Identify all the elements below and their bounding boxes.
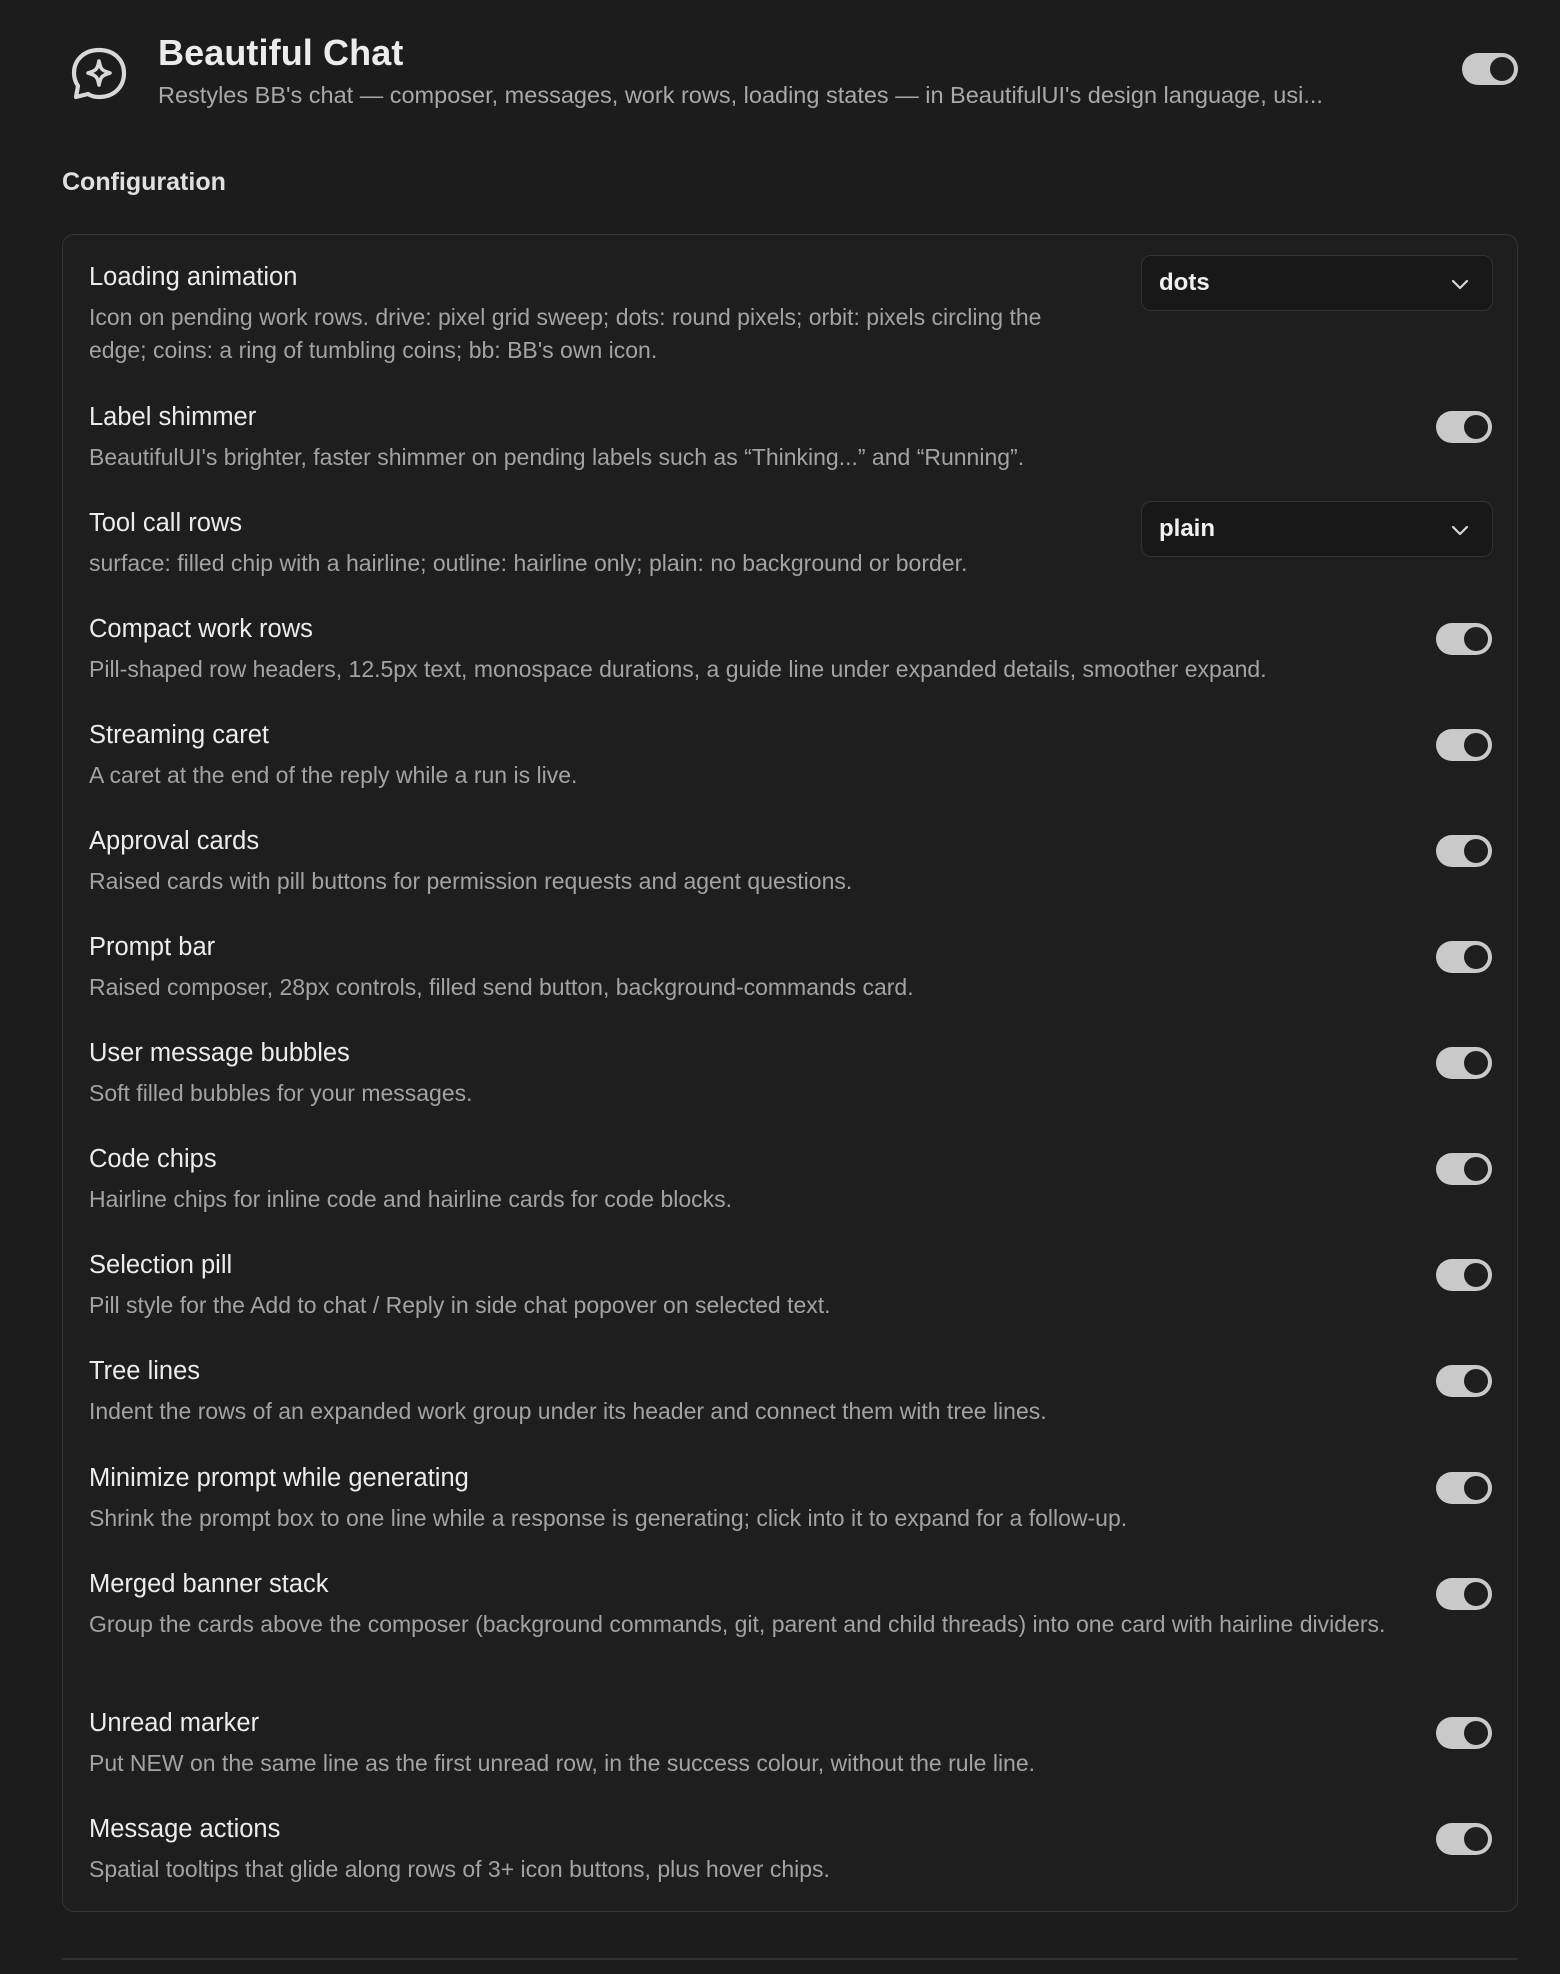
setting-description: Indent the rows of an expanded work group under its header and connect them with tree lines. bbox=[89, 1398, 1047, 1424]
toggle-knob bbox=[1464, 1476, 1488, 1500]
setting-description: Hairline chips for inline code and hairline cards for code blocks. bbox=[89, 1186, 733, 1212]
setting-label: Unread marker bbox=[89, 1709, 260, 1737]
extension-description: Restyles BB's chat — composer, messages, work rows, loading states — in BeautifulUI's design language, usi... bbox=[158, 82, 1323, 108]
setting-description: Pill-shaped row headers, 12.5px text, monospace durations, a guide line under expanded details, smoother expand. bbox=[89, 656, 1267, 682]
setting-description: Icon on pending work rows. drive: pixel grid sweep; dots: round pixels; orbit: pixels circling the edge; coins: a ring of tumbling coins; bb: BB's own icon. bbox=[89, 304, 1042, 363]
select-value: plain bbox=[1159, 515, 1216, 542]
extension-header bbox=[62, 30, 1519, 120]
extension-title: Beautiful Chat bbox=[158, 32, 404, 73]
toggle-knob bbox=[1464, 1051, 1488, 1075]
toggle-knob bbox=[1464, 1157, 1488, 1181]
toggle-knob bbox=[1464, 733, 1488, 757]
setting-description: Pill style for the Add to chat / Reply in side chat popover on selected text. bbox=[89, 1292, 831, 1318]
configuration-card bbox=[62, 234, 1518, 1912]
unread-marker-toggle[interactable] bbox=[1436, 1717, 1492, 1749]
setting-label: Approval cards bbox=[89, 827, 260, 855]
tool-call-rows-select[interactable] bbox=[1141, 501, 1493, 557]
prompt-bar-toggle[interactable] bbox=[1436, 941, 1492, 973]
minimize-prompt-toggle[interactable] bbox=[1436, 1472, 1492, 1504]
compact-work-rows-toggle[interactable] bbox=[1436, 623, 1492, 655]
toggle-knob bbox=[1464, 1827, 1488, 1851]
tree-lines-toggle[interactable] bbox=[1436, 1365, 1492, 1397]
chevron-down-icon bbox=[1450, 520, 1470, 540]
setting-description: Put NEW on the same line as the first unread row, in the success colour, without the rule line. bbox=[89, 1750, 1036, 1776]
setting-description: Soft filled bubbles for your messages. bbox=[89, 1080, 473, 1106]
setting-description: Group the cards above the composer (background commands, git, parent and child threads) into one card with hairline dividers. bbox=[89, 1611, 1386, 1637]
setting-label: Code chips bbox=[89, 1145, 217, 1173]
extension-enable-toggle[interactable] bbox=[1462, 53, 1518, 85]
setting-label: Loading animation bbox=[89, 263, 298, 291]
toggle-knob bbox=[1464, 627, 1488, 651]
setting-label: Tree lines bbox=[89, 1357, 201, 1385]
message-actions-toggle[interactable] bbox=[1436, 1823, 1492, 1855]
setting-description: Spatial tooltips that glide along rows of 3+ icon buttons, plus hover chips. bbox=[89, 1856, 830, 1882]
toggle-knob bbox=[1464, 839, 1488, 863]
user-message-bubbles-toggle[interactable] bbox=[1436, 1047, 1492, 1079]
setting-label: Merged banner stack bbox=[89, 1570, 329, 1598]
streaming-caret-toggle[interactable] bbox=[1436, 729, 1492, 761]
setting-label: Message actions bbox=[89, 1815, 281, 1843]
setting-label: Minimize prompt while generating bbox=[89, 1464, 469, 1492]
setting-label: User message bubbles bbox=[89, 1039, 350, 1067]
setting-description: BeautifulUI's brighter, faster shimmer on pending labels such as “Thinking...” and “Running”. bbox=[89, 444, 1025, 470]
setting-label: Compact work rows bbox=[89, 615, 313, 643]
toggle-knob bbox=[1464, 1263, 1488, 1287]
toggle-knob bbox=[1490, 57, 1514, 81]
divider bbox=[62, 1958, 1518, 1960]
chevron-down-icon bbox=[1450, 274, 1470, 294]
setting-description: Shrink the prompt box to one line while a response is generating; click into it to expand for a follow-up. bbox=[89, 1505, 1128, 1531]
code-chips-toggle[interactable] bbox=[1436, 1153, 1492, 1185]
toggle-knob bbox=[1464, 1369, 1488, 1393]
loading-animation-select[interactable] bbox=[1141, 255, 1493, 311]
toggle-knob bbox=[1464, 1721, 1488, 1745]
approval-cards-toggle[interactable] bbox=[1436, 835, 1492, 867]
setting-description: surface: filled chip with a hairline; outline: hairline only; plain: no background or border. bbox=[89, 550, 968, 576]
toggle-knob bbox=[1464, 1582, 1488, 1606]
label-shimmer-toggle[interactable] bbox=[1436, 411, 1492, 443]
setting-description: Raised cards with pill buttons for permission requests and agent questions. bbox=[89, 868, 853, 894]
merged-banner-stack-toggle[interactable] bbox=[1436, 1578, 1492, 1610]
setting-label: Tool call rows bbox=[89, 509, 243, 537]
toggle-knob bbox=[1464, 415, 1488, 439]
setting-description: A caret at the end of the reply while a run is live. bbox=[89, 762, 578, 788]
chat-bubble-sparkle-icon bbox=[66, 42, 132, 108]
setting-label: Streaming caret bbox=[89, 721, 269, 749]
setting-label: Prompt bar bbox=[89, 933, 216, 961]
toggle-knob bbox=[1464, 945, 1488, 969]
setting-description: Raised composer, 28px controls, filled send button, background-commands card. bbox=[89, 974, 914, 1000]
select-value: dots bbox=[1159, 269, 1210, 296]
setting-label: Label shimmer bbox=[89, 403, 257, 431]
selection-pill-toggle[interactable] bbox=[1436, 1259, 1492, 1291]
section-heading: Configuration bbox=[62, 168, 226, 196]
setting-label: Selection pill bbox=[89, 1251, 233, 1279]
